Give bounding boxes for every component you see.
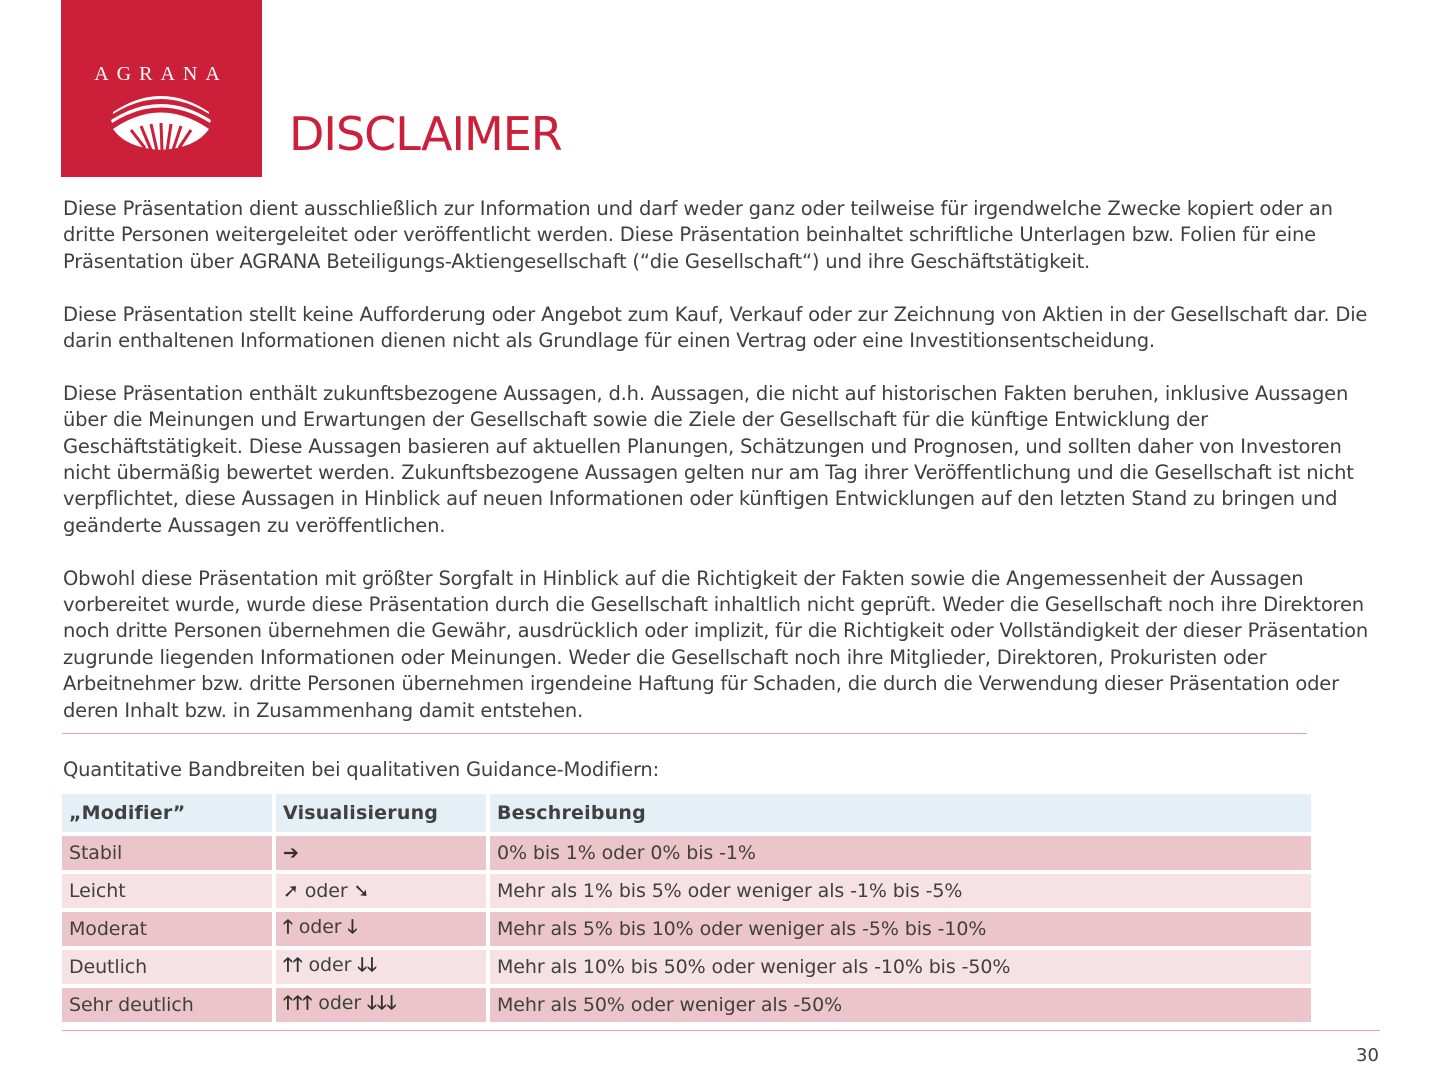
arrow-up-right-icon: ➚ xyxy=(283,880,299,902)
disclaimer-paragraph: Diese Präsentation dient ausschließlich zur Information und darf weder ganz oder teilweise für irgendwelche Zwecke kopiert oder an dritte Personen weitergeleitet oder veröffentlicht werden. Diese Präsentation beinhaltet schriftliche Unterlagen bzw. Folien für eine Präsentation über AGRANA Beteiligungs-Aktiengesellschaft (“die Gesellschaft“) und ihre Geschäftstätigkeit. xyxy=(63,197,1333,273)
visualisierung-cell xyxy=(276,870,490,908)
double-arrow-down-icon: 🡓🡓 xyxy=(357,954,377,976)
modifier-cell: Leicht xyxy=(62,870,276,908)
visualisierung-cell xyxy=(276,832,490,870)
visualisierung-cell xyxy=(276,984,490,1022)
table-row xyxy=(62,870,1311,908)
table-row xyxy=(62,832,1311,870)
disclaimer-paragraph: Diese Präsentation stellt keine Aufforderung oder Angebot zum Kauf, Verkauf oder zur Zeichnung von Aktien in der Gesellschaft dar. Die darin enthaltenen Informationen dienen nicht als Grundlage für einen Vertrag oder eine Investitionsentscheidung. xyxy=(63,302,1368,353)
table-row xyxy=(62,946,1311,984)
arrow-down-icon: 🡓 xyxy=(347,916,358,938)
table-caption: Quantitative Bandbreiten bei qualitativen Guidance-Modifiern: xyxy=(63,758,659,781)
disclaimer-paragraph: Obwohl diese Präsentation mit größter Sorgfalt in Hinblick auf die Richtigkeit der Fakten sowie die Angemessenheit der Aussagen vorbereitet wurde, wurde diese Präsentation durch die Gesellschaft inhaltlich nicht geprüft. Weder die Gesellschaft noch ihre Direktoren noch dritte Personen übernehmen die Gewähr, ausdrücklich oder implizit, für die Richtigkeit oder Vollständigkeit der dieser Präsentation zugrunde liegenden Informationen oder Meinungen. Weder die Gesellschaft noch ihre Mitglieder, Direktoren, Prokuristen oder Arbeitnehmer bzw. dritte Personen übernehmen irgendeine Haftung für Schaden, die durch die Verwendung dieser Präsentation oder deren Inhalt bzw. in Zusammenhang damit entstehen. xyxy=(63,566,1369,722)
visualisierung-cell xyxy=(276,908,490,946)
header-modifier: „Modifier” xyxy=(62,794,276,832)
header-beschreibung: Beschreibung xyxy=(490,794,1311,832)
beschreibung-cell: 0% bis 1% oder 0% bis -1% xyxy=(490,832,1311,870)
disclaimer-paragraph: Diese Präsentation enthält zukunftsbezogene Aussagen, d.h. Aussagen, die nicht auf historischen Fakten beruhen, inklusive Aussagen über die Meinungen und Erwartungen der Gesellschaft sowie die Ziele der Gesellschaft für die künftige Entwicklung der Geschäftstätigkeit. Diese Aussagen basieren auf aktuellen Planungen, Schätzungen und Prognosen, und sollten daher von Investoren nicht übermäßig bewertet werden. Zukunftsbezogene Aussagen gelten nur am Tag ihrer Veröffentlichung und die Gesellschaft ist nicht verpflichtet, diese Aussagen in Hinblick auf neuen Informationen oder künftigen Entwicklungen auf den letzten Stand zu bringen und geänderte Aussagen zu veröffentlichen. xyxy=(63,381,1354,537)
oder-label: oder xyxy=(318,992,362,1014)
footer-divider xyxy=(62,1030,1380,1031)
triple-arrow-up-icon: 🡑🡑🡑 xyxy=(283,992,313,1014)
page-number: 30 xyxy=(1356,1045,1379,1066)
oder-label: oder xyxy=(308,954,352,976)
beschreibung-cell: Mehr als 5% bis 10% oder weniger als -5% bis -10% xyxy=(490,908,1311,946)
agrana-logo-mark xyxy=(61,0,262,177)
modifier-cell: Moderat xyxy=(62,908,276,946)
section-divider xyxy=(62,733,1307,734)
beschreibung-cell: Mehr als 1% bis 5% oder weniger als -1% bis -5% xyxy=(490,870,1311,908)
triple-arrow-down-icon: 🡓🡓🡓 xyxy=(367,992,397,1014)
disclaimer-body xyxy=(63,196,1373,750)
beschreibung-cell: Mehr als 50% oder weniger als -50% xyxy=(490,984,1311,1022)
oder-label: oder xyxy=(304,880,348,902)
table-row xyxy=(62,984,1311,1022)
logo-wordmark: AGRANA xyxy=(94,63,228,85)
modifier-cell: Deutlich xyxy=(62,946,276,984)
modifier-cell: Sehr deutlich xyxy=(62,984,276,1022)
table-header-row xyxy=(62,794,1311,832)
guidance-modifier-table xyxy=(62,794,1311,1022)
visualisierung-cell xyxy=(276,946,490,984)
header-visualisierung: Visualisierung xyxy=(276,794,490,832)
oder-label: oder xyxy=(298,916,342,938)
arrow-right-icon: ➔ xyxy=(283,842,299,864)
arrow-down-right-icon: ➘ xyxy=(353,880,370,902)
table-row xyxy=(62,908,1311,946)
page-title: DISCLAIMER xyxy=(289,107,562,161)
double-arrow-up-icon: 🡑🡑 xyxy=(283,954,303,976)
beschreibung-cell: Mehr als 10% bis 50% oder weniger als -10% bis -50% xyxy=(490,946,1311,984)
modifier-cell: Stabil xyxy=(62,832,276,870)
agrana-logo xyxy=(61,0,262,177)
arrow-up-icon: 🡑 xyxy=(283,916,293,938)
